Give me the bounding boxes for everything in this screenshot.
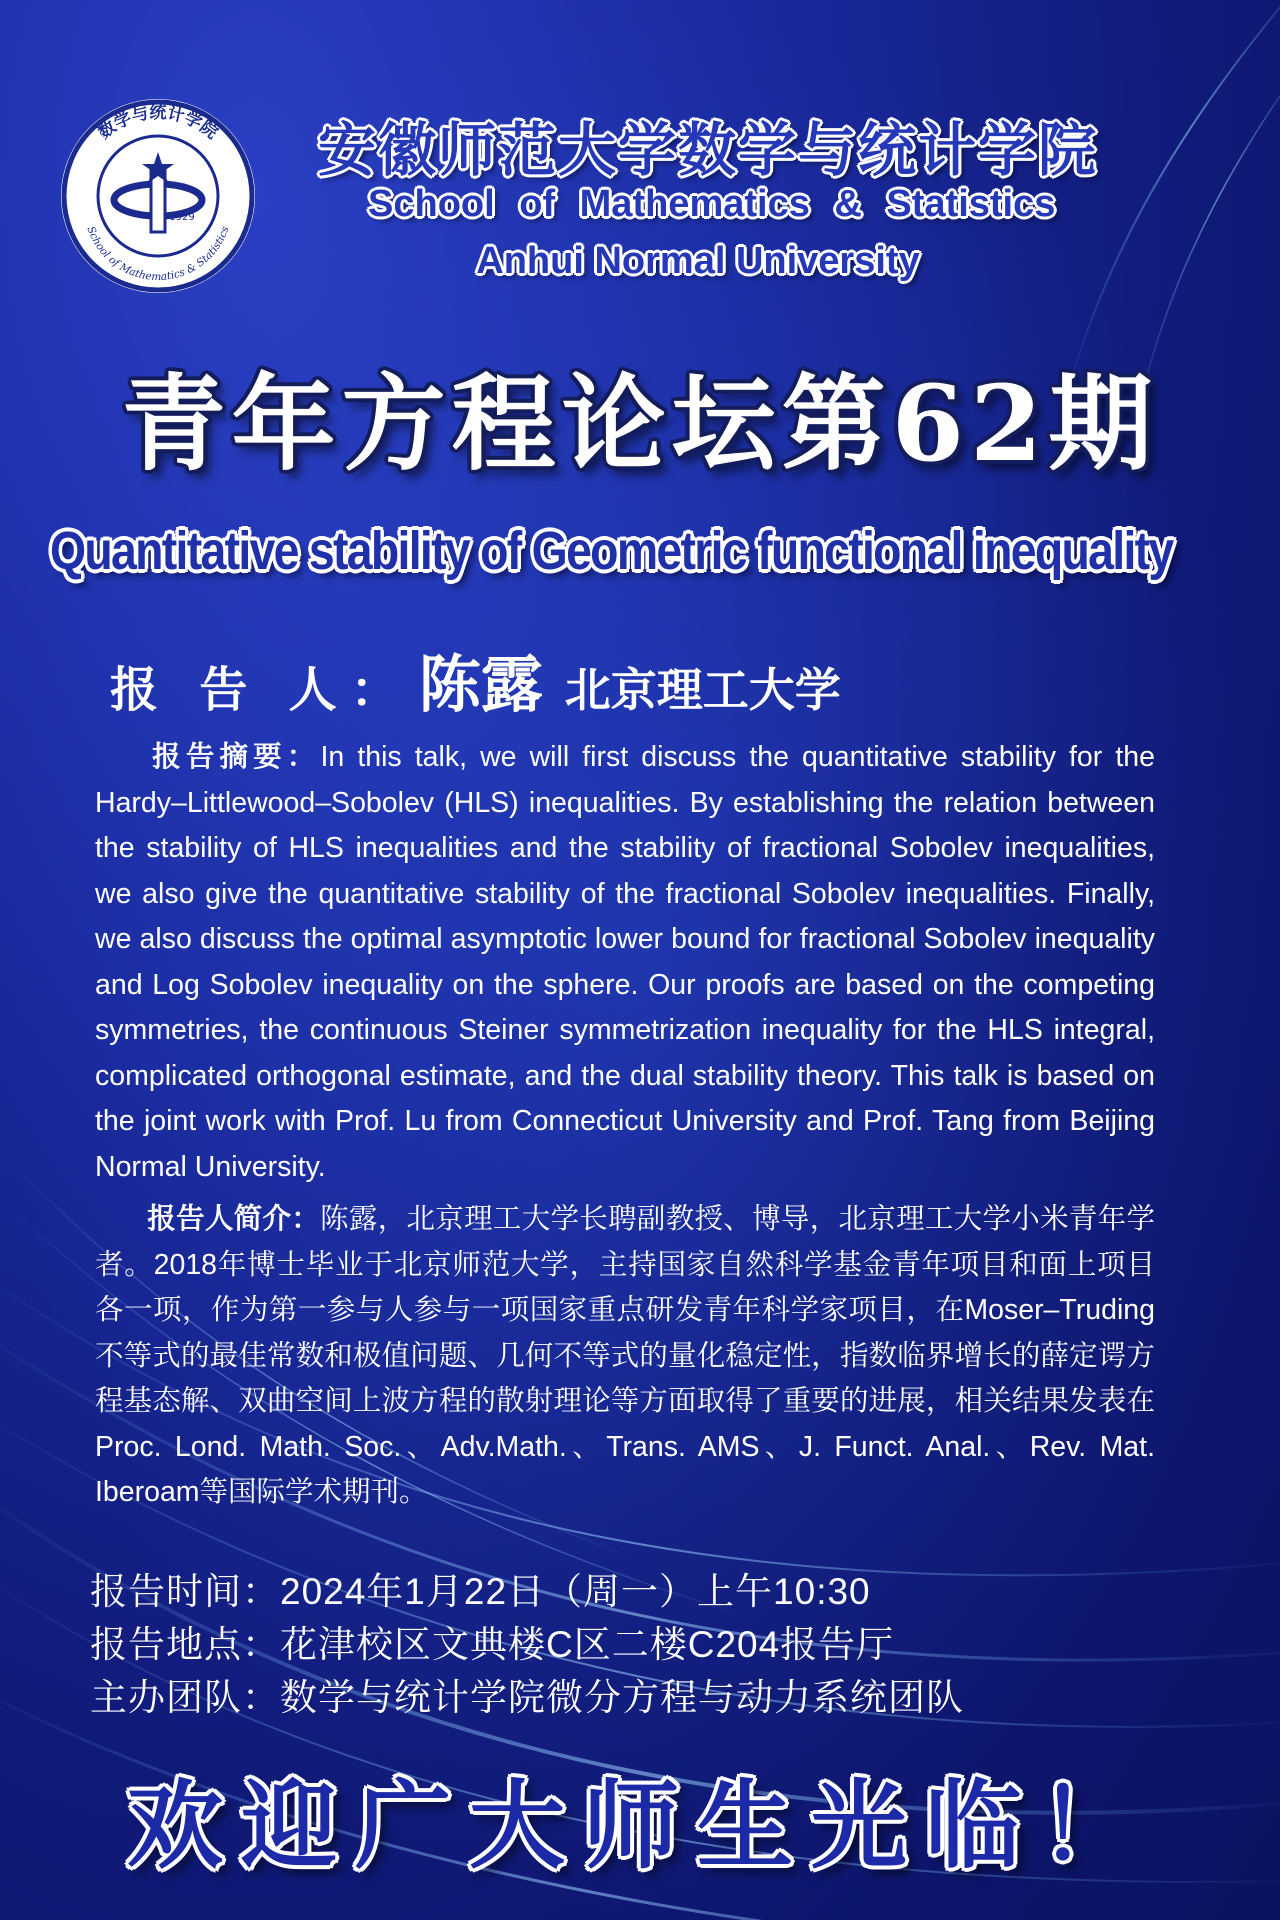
logo-ring-cn: 数学与统计学院 <box>94 103 222 144</box>
speaker-affiliation: 北京理工大学 <box>564 664 841 716</box>
place-row <box>90 1614 894 1668</box>
place-label: 报告地点： <box>90 1624 280 1665</box>
bio-label: 报告人简介： <box>147 1203 321 1235</box>
logo-year: 1929 <box>169 212 195 223</box>
abstract-text: In this talk, we will first discuss the quantitative stability for the Hardy–Littlewood–Sobolev (HLS) inequalities. By establishing the relation between the stability of HLS inequalities and the stability of fractional Sobolev inequalities, we also give the quantitative stability of the fractional Sobolev inequalities. Finally, we also discuss the optimal asymptotic lower bound for fractional Sobolev inequality and Log Sobolev inequality on the sphere. Our proofs are based on the competing symmetries, the continuous Steiner symmetrization inequality for the HLS integral, complicated orthogonal estimate, and the dual stability theory. This talk is based on the joint work with Prof. Lu from Connecticut University and Prof. Tang from Beijing Normal University. <box>95 741 1155 1183</box>
abstract-paragraph <box>95 735 1155 1190</box>
talk-title: Quantitative stability of Geometric functional inequality <box>50 521 1173 581</box>
university-logo <box>58 96 258 296</box>
time-value: 2024年1月22日（周一）上午10:30 <box>280 1571 871 1612</box>
team-value: 数学与统计学院微分方程与动力系统团队 <box>280 1677 964 1718</box>
team-row <box>90 1667 964 1721</box>
forum-title: 青年方程论坛第62期 <box>121 362 1159 485</box>
speaker-label: 报 告 人： <box>110 664 413 717</box>
time-row <box>90 1561 871 1615</box>
team-label: 主办团队： <box>90 1677 280 1718</box>
speaker-name: 陈露 <box>418 651 543 720</box>
bio-paragraph <box>95 1197 1155 1516</box>
time-label: 报告时间： <box>90 1571 280 1612</box>
place-value: 花津校区文典楼C区二楼C204报告厅 <box>280 1624 895 1665</box>
logo-ring-en: School of Mathematics & Statistics <box>84 224 232 284</box>
welcome-banner: 欢迎广大师生光临！ <box>127 1769 1153 1882</box>
school-name-cn: 安徽师范大学数学与统计学院 <box>318 118 1099 183</box>
abstract-label: 报告摘要： <box>147 741 321 773</box>
speaker-row <box>110 635 841 724</box>
bio-text: 陈露，北京理工大学长聘副教授、博导，北京理工大学小米青年学者。2018年博士毕业于北京师范大学，主持国家自然科学基金青年项目和面上项目各一项，作为第一参与人参与一项国家重点研发青年科学家项目，在Moser–Truding不等式的最佳常数和极值问题、几何不等式的量化稳定性，指数临界增长的薛定谔方程基态解、双曲空间上波方程的散射理论等方面取得了重要的进展，相关结果发表在Proc. Lond. Math. Soc.、Adv.Math.、Trans. AMS、J. Funct. Anal.、Rev. Mat. Iberoam等国际学术期刊。 <box>95 1203 1155 1508</box>
school-name-en: School of Mathematics & Statistics <box>368 183 1056 225</box>
university-name-en: Anhui Normal University <box>476 240 920 282</box>
